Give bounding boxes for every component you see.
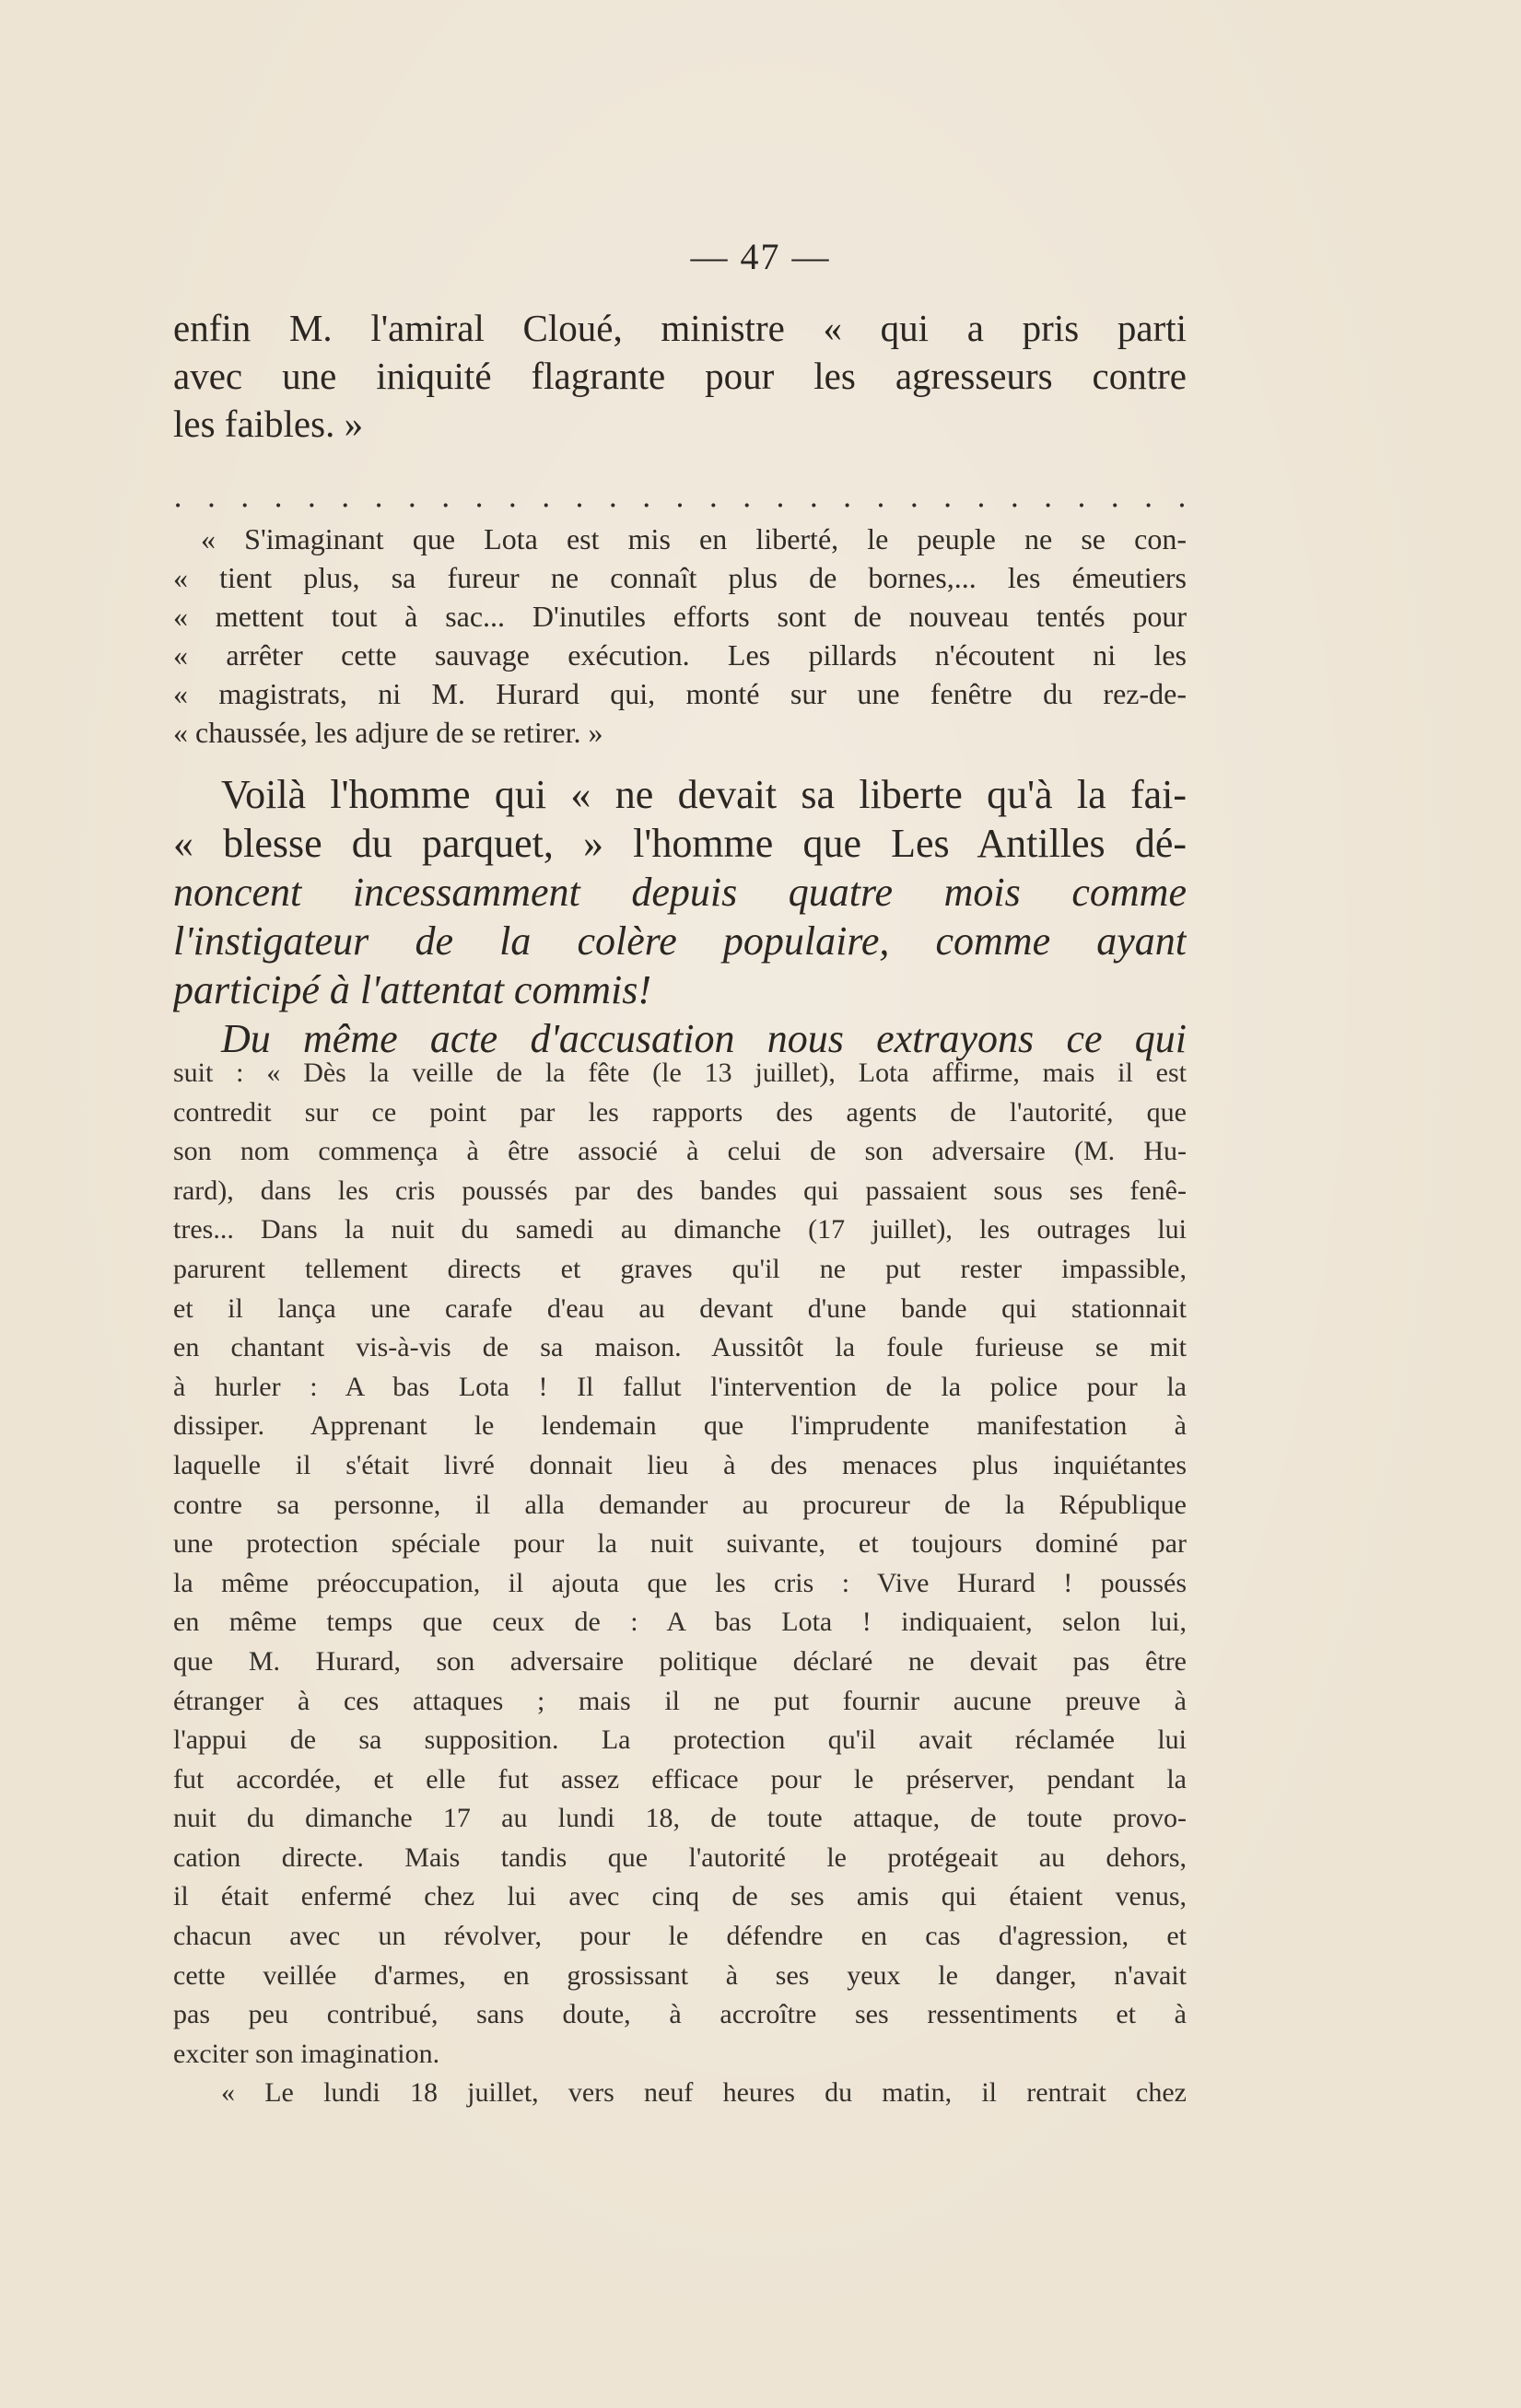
text-line: fut accordée, et elle fut assez efficace pour le préserver, pendant la [173, 1763, 1187, 1794]
text-line: il était enfermé chez lui avec cinq de ses amis qui étaient venus, [173, 1881, 1187, 1912]
text-line: l'appui de sa supposition. La protection qu'il avait réclamée lui [173, 1724, 1187, 1756]
text-line: participé à l'attentat commis! [173, 967, 651, 1012]
text-line: cette veillée d'armes, en grossissant à ses yeux le danger, n'avait [173, 1959, 1187, 1991]
text-line: chacun avec un révolver, pour le défendre en cas d'agression, et [173, 1921, 1187, 1952]
text-line: en même temps que ceux de : A bas Lota ! indiquaient, selon lui, [173, 1607, 1187, 1638]
text-line: « S'imaginant que Lota est mis en liberté, le peuple ne se con- [201, 522, 1187, 555]
text-line: « arrêter cette sauvage exécution. Les pillards n'écoutent ni les [173, 638, 1187, 672]
paragraph-opening [173, 304, 1187, 448]
text-line: « blesse du parquet, » l'homme que Les Antilles dé- [173, 821, 1187, 866]
text-line: et il lança une carafe d'eau au devant d'une bande qui stationnait [173, 1292, 1187, 1324]
text-line: Voilà l'homme qui « ne devait sa liberte qu'à la fai- [221, 772, 1187, 817]
text-line: enfin M. l'amiral Cloué, ministre « qui a pris parti [173, 307, 1187, 349]
paragraph-extract [173, 1054, 1187, 2113]
text-line: Du même acte d'accusation nous extrayons ce qui [221, 1016, 1187, 1061]
text-line: contre sa personne, il alla demander au procureur de la République [173, 1489, 1187, 1520]
text-line: à hurler : A bas Lota ! Il fallut l'intervention de la police pour la [173, 1371, 1187, 1402]
text-line: noncent incessamment depuis quatre mois comme [173, 870, 1187, 915]
text-line: suit : « Dès la veille de la fête (le 13 juillet), Lota affirme, mais il est [173, 1058, 1187, 1088]
text-line: l'instigateur de la colère populaire, comme ayant [173, 918, 1187, 964]
text-line: « magistrats, ni M. Hurard qui, monté sur une fenêtre du rez-de- [173, 677, 1187, 710]
quotation-block [173, 520, 1187, 752]
paragraph-voila [173, 770, 1187, 1063]
text-line: laquelle il s'était livré donnait lieu à des menaces plus inquiétantes [173, 1449, 1187, 1480]
text-line: tres... Dans la nuit du samedi au dimanche (17 juillet), les outrages lui [173, 1214, 1187, 1245]
text-line: « chaussée, les adjure de se retirer. » [173, 716, 603, 749]
text-line: contredit sur ce point par les rapports des agents de l'autorité, que [173, 1096, 1187, 1128]
text-line: en chantant vis-à-vis de sa maison. Aussitôt la foule furieuse se mit [173, 1332, 1187, 1363]
text-line: « tient plus, sa fureur ne connaît plus de bornes,... les émeutiers [173, 561, 1187, 594]
text-line: rard), dans les cris poussés par des bandes qui passaient sous ses fenê- [173, 1175, 1187, 1206]
text-line: nuit du dimanche 17 au lundi 18, de toute attaque, de toute provo- [173, 1803, 1187, 1834]
text-line: étranger à ces attaques ; mais il ne put fournir aucune preuve à [173, 1685, 1187, 1716]
text-line: « mettent tout à sac... D'inutiles efforts sont de nouveau tentés pour [173, 600, 1187, 633]
text-line: que M. Hurard, son adversaire politique déclaré ne devait pas être [173, 1645, 1187, 1677]
text-line: cation directe. Mais tandis que l'autorité le protégeait au dehors, [173, 1841, 1187, 1873]
text-line: pas peu contribué, sans doute, à accroître ses ressentiments et à [173, 1999, 1187, 2030]
text-line: la même préoccupation, il ajouta que les cris : Vive Hurard ! poussés [173, 1567, 1187, 1598]
ellipsis-separator: . . . . . . . . . . . . . . . . . . . . . . . . . . . . . . . [173, 479, 1187, 514]
text-line: avec une iniquité flagrante pour les agresseurs contre [173, 355, 1187, 397]
text-line: exciter son imagination. [173, 2038, 440, 2069]
text-line: dissiper. Apprenant le lendemain que l'imprudente manifestation à [173, 1410, 1187, 1442]
text-line: les faibles. » [173, 403, 364, 445]
text-line: son nom commença à être associé à celui de son adversaire (M. Hu- [173, 1136, 1187, 1167]
text-line: parurent tellement directs et graves qu'il ne put rester impassible, [173, 1253, 1187, 1284]
text-line: une protection spéciale pour la nuit suivante, et toujours dominé par [173, 1528, 1187, 1560]
text-line: « Le lundi 18 juillet, vers neuf heures du matin, il rentrait chez [221, 2077, 1187, 2109]
page-number: — 47 — [690, 236, 831, 277]
